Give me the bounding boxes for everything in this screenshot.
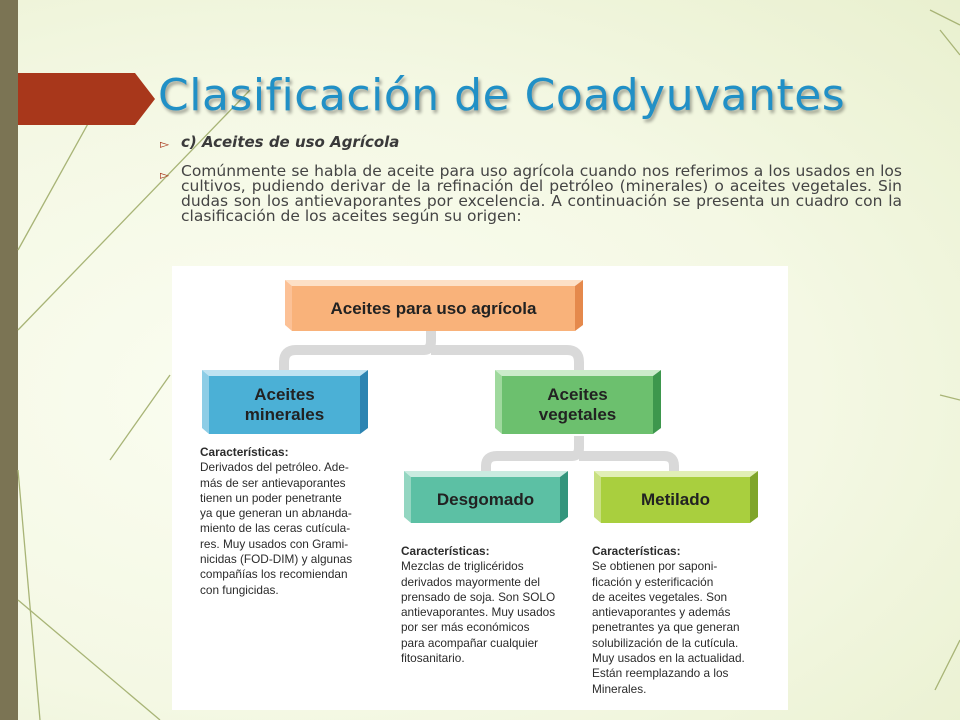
mineral-text: Derivados del petróleo. Ade- más de ser antievaporantes tienen un poder penetrante ya que generan un abланda- miento de las ceras cutícula- res. Muy usados con Grami- nicidas (FOD-DIM) y algunas compañías los recomiendan con fungicidas.: [200, 460, 353, 597]
desgomado-description: [401, 544, 581, 666]
metilado-description: [592, 544, 782, 697]
metilado-box-label: Metilado: [641, 490, 710, 509]
metilado-text: Se obtienen por saponi- ficación y esterificación de aceites vegetales. Son antievaporantes y además penetrantes ya que generan solubilización de la cutícula. Muy usados en la actualidad. Están reemplazando a los Minerales.: [592, 559, 745, 696]
mineral-description: [200, 445, 380, 598]
metilado-box: [601, 477, 750, 523]
vegetal-box-label-2: vegetales: [538, 405, 617, 424]
classification-diagram: [172, 266, 788, 710]
desgomado-box-label: Desgomado: [436, 490, 535, 509]
mineral-heading: Características:: [200, 445, 289, 459]
bullet-subtitle: c) Aceites de uso Agrícola: [181, 133, 400, 151]
mineral-oils-box: [209, 376, 360, 434]
mineral-box-label-2: minerales: [244, 405, 325, 424]
desgomado-text: Mezclas de triglicéridos derivados mayormente del prensado de soja. Son SOLO antievaporantes. Muy usados por ser más económicos para acompañar cualquier fitosanitario.: [401, 559, 556, 666]
title-accent-arrow: [135, 73, 155, 125]
desgomado-heading: Características:: [401, 544, 490, 558]
title-accent-tab: [18, 73, 135, 125]
bullet-paragraph: Comúnmente se habla de aceite para uso agrícola cuando nos referimos a los usados en los cultivos, pudiendo derivar de la refinación del petróleo (minerales) o aceites vegetales. Sin dudas son los antievaporantes por excelencia. A continuación se presenta un cuadro con la clasificación de los aceites según su origen:: [181, 162, 902, 225]
bullet-arrow-icon: ▻: [160, 137, 170, 151]
vegetable-oils-box: [502, 376, 653, 434]
root-box-label: Aceites para uso agrícola: [330, 298, 537, 318]
root-box: [292, 286, 575, 331]
mineral-box-label-1: Aceites: [254, 385, 315, 404]
vegetal-box-label-1: Aceites: [547, 385, 608, 404]
slide-title: Clasificación de Coadyuvantes: [158, 70, 846, 121]
metilado-heading: Características:: [592, 544, 681, 558]
bullet-arrow-icon: ▻: [160, 168, 170, 182]
desgomado-box: [411, 477, 560, 523]
